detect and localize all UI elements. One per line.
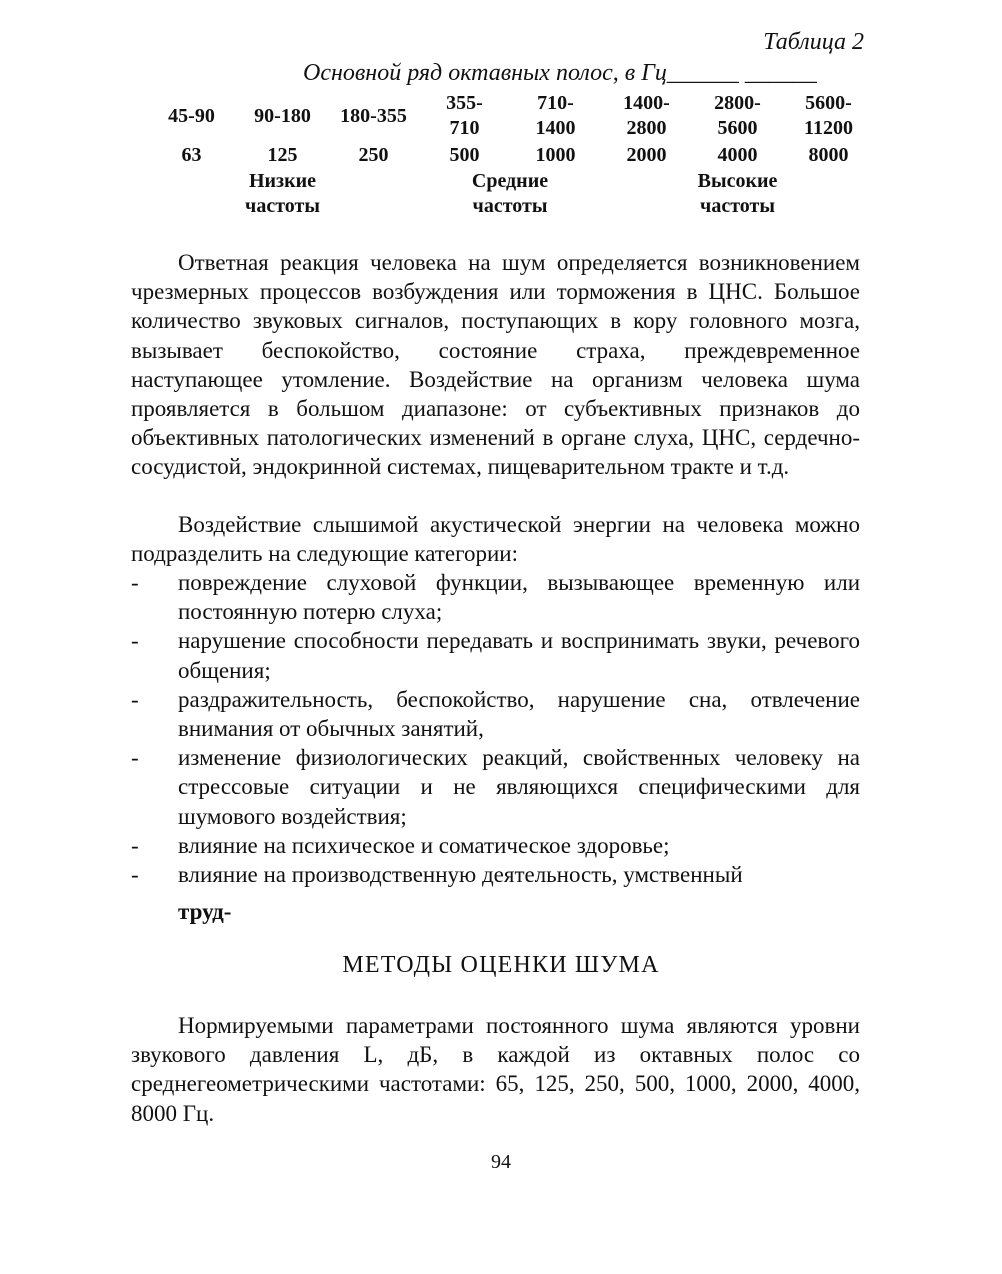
group-low: Низкие частоты bbox=[245, 170, 320, 217]
band-range-cell: 5600- 11200 bbox=[804, 92, 853, 139]
list-item-tail: труд- bbox=[178, 899, 232, 925]
band-center-cell: 1000 bbox=[535, 144, 576, 166]
band-range-cell: 710- 1400 bbox=[535, 92, 576, 139]
group-mid: Средние частоты bbox=[471, 170, 549, 217]
band-center-cell: 63 bbox=[181, 144, 202, 166]
band-center-cell: 2000 bbox=[626, 144, 667, 166]
band-range-cell: 180-355 bbox=[340, 104, 407, 127]
list-item: - повреждение слуховой функции, вызывающее временную или постоянную потерю слуха; bbox=[131, 570, 860, 625]
page-number: 94 bbox=[491, 1151, 511, 1173]
list-item: - изменение физиологических реакций, свойственных человеку на стрессовые ситуации и не являющихся специфическими для шумового воздействия; bbox=[131, 745, 860, 829]
dash-marker: - bbox=[131, 832, 139, 858]
group-high: Высокие частоты bbox=[697, 170, 778, 217]
paragraph-noise-response: Ответная реакция человека на шум определяется возникновением чрезмерных процессов возбуждения или торможения в ЦНС. Большое количество звуковых сигналов, поступающих в кору головного мозга, вызывает беспокойство, состояние страха, преждевременное наступающее утомление. Воздействие на организм человека шума проявляется в большом диапазоне: от субъективных признаков до объективных патологических изменений в органе слуха, ЦНС, сердечно-сосудистой, эндокринной системах, пищеварительном тракте и т.д. bbox=[131, 250, 860, 480]
dash-marker: - bbox=[131, 570, 139, 595]
band-range-cell: 45-90 bbox=[168, 104, 215, 127]
band-ranges-row bbox=[146, 90, 874, 142]
band-range-cell: 2800- 5600 bbox=[714, 92, 761, 139]
list-item: - влияние на психическое и соматическое здоровье; bbox=[131, 831, 860, 860]
octave-bands-table bbox=[146, 90, 874, 221]
dash-marker: - bbox=[131, 686, 139, 712]
paragraph-normalized-parameters: Нормируемыми параметрами постоянного шума являются уровни звукового давления L, дБ, в каждой из октавных полос со среднегеометрическими частотами: 65, 125, 250, 500, 1000, 2000, 4000, 8000 Гц. bbox=[131, 1013, 860, 1126]
paragraph-categories-intro: Воздействие слышимой акустической энергии на человека можно подразделить на следующие категории: bbox=[131, 512, 860, 567]
table-caption: Основной ряд октавных полос, в Гц______ ______ bbox=[303, 60, 817, 86]
band-range-cell: 1400- 2800 bbox=[623, 92, 670, 139]
categories-list bbox=[131, 568, 860, 926]
band-center-cell: 125 bbox=[267, 144, 298, 166]
list-item: - раздражительность, беспокойство, нарушение сна, отвлечение внимания от обычных занятий, bbox=[131, 686, 860, 742]
list-item: - влияние на производственную деятельность, умственный труд- bbox=[131, 860, 860, 926]
band-center-cell: 500 bbox=[449, 144, 480, 166]
band-center-cell: 8000 bbox=[808, 144, 849, 166]
dash-marker: - bbox=[131, 862, 139, 888]
band-center-cell: 250 bbox=[358, 144, 389, 166]
band-centers-row bbox=[146, 142, 874, 169]
band-center-cell: 4000 bbox=[717, 144, 758, 166]
list-item: - нарушение способности передавать и воспринимать звуки, речевого общения; bbox=[131, 628, 860, 683]
dash-marker: - bbox=[131, 745, 139, 771]
band-range-cell: 90-180 bbox=[254, 104, 311, 127]
section-heading: МЕТОДЫ ОЦЕНКИ ШУМА bbox=[342, 952, 660, 978]
table-label: Таблица 2 bbox=[763, 29, 864, 55]
dash-marker: - bbox=[131, 628, 139, 654]
band-range-cell: 355- 710 bbox=[446, 92, 483, 139]
frequency-groups-row bbox=[146, 169, 874, 221]
